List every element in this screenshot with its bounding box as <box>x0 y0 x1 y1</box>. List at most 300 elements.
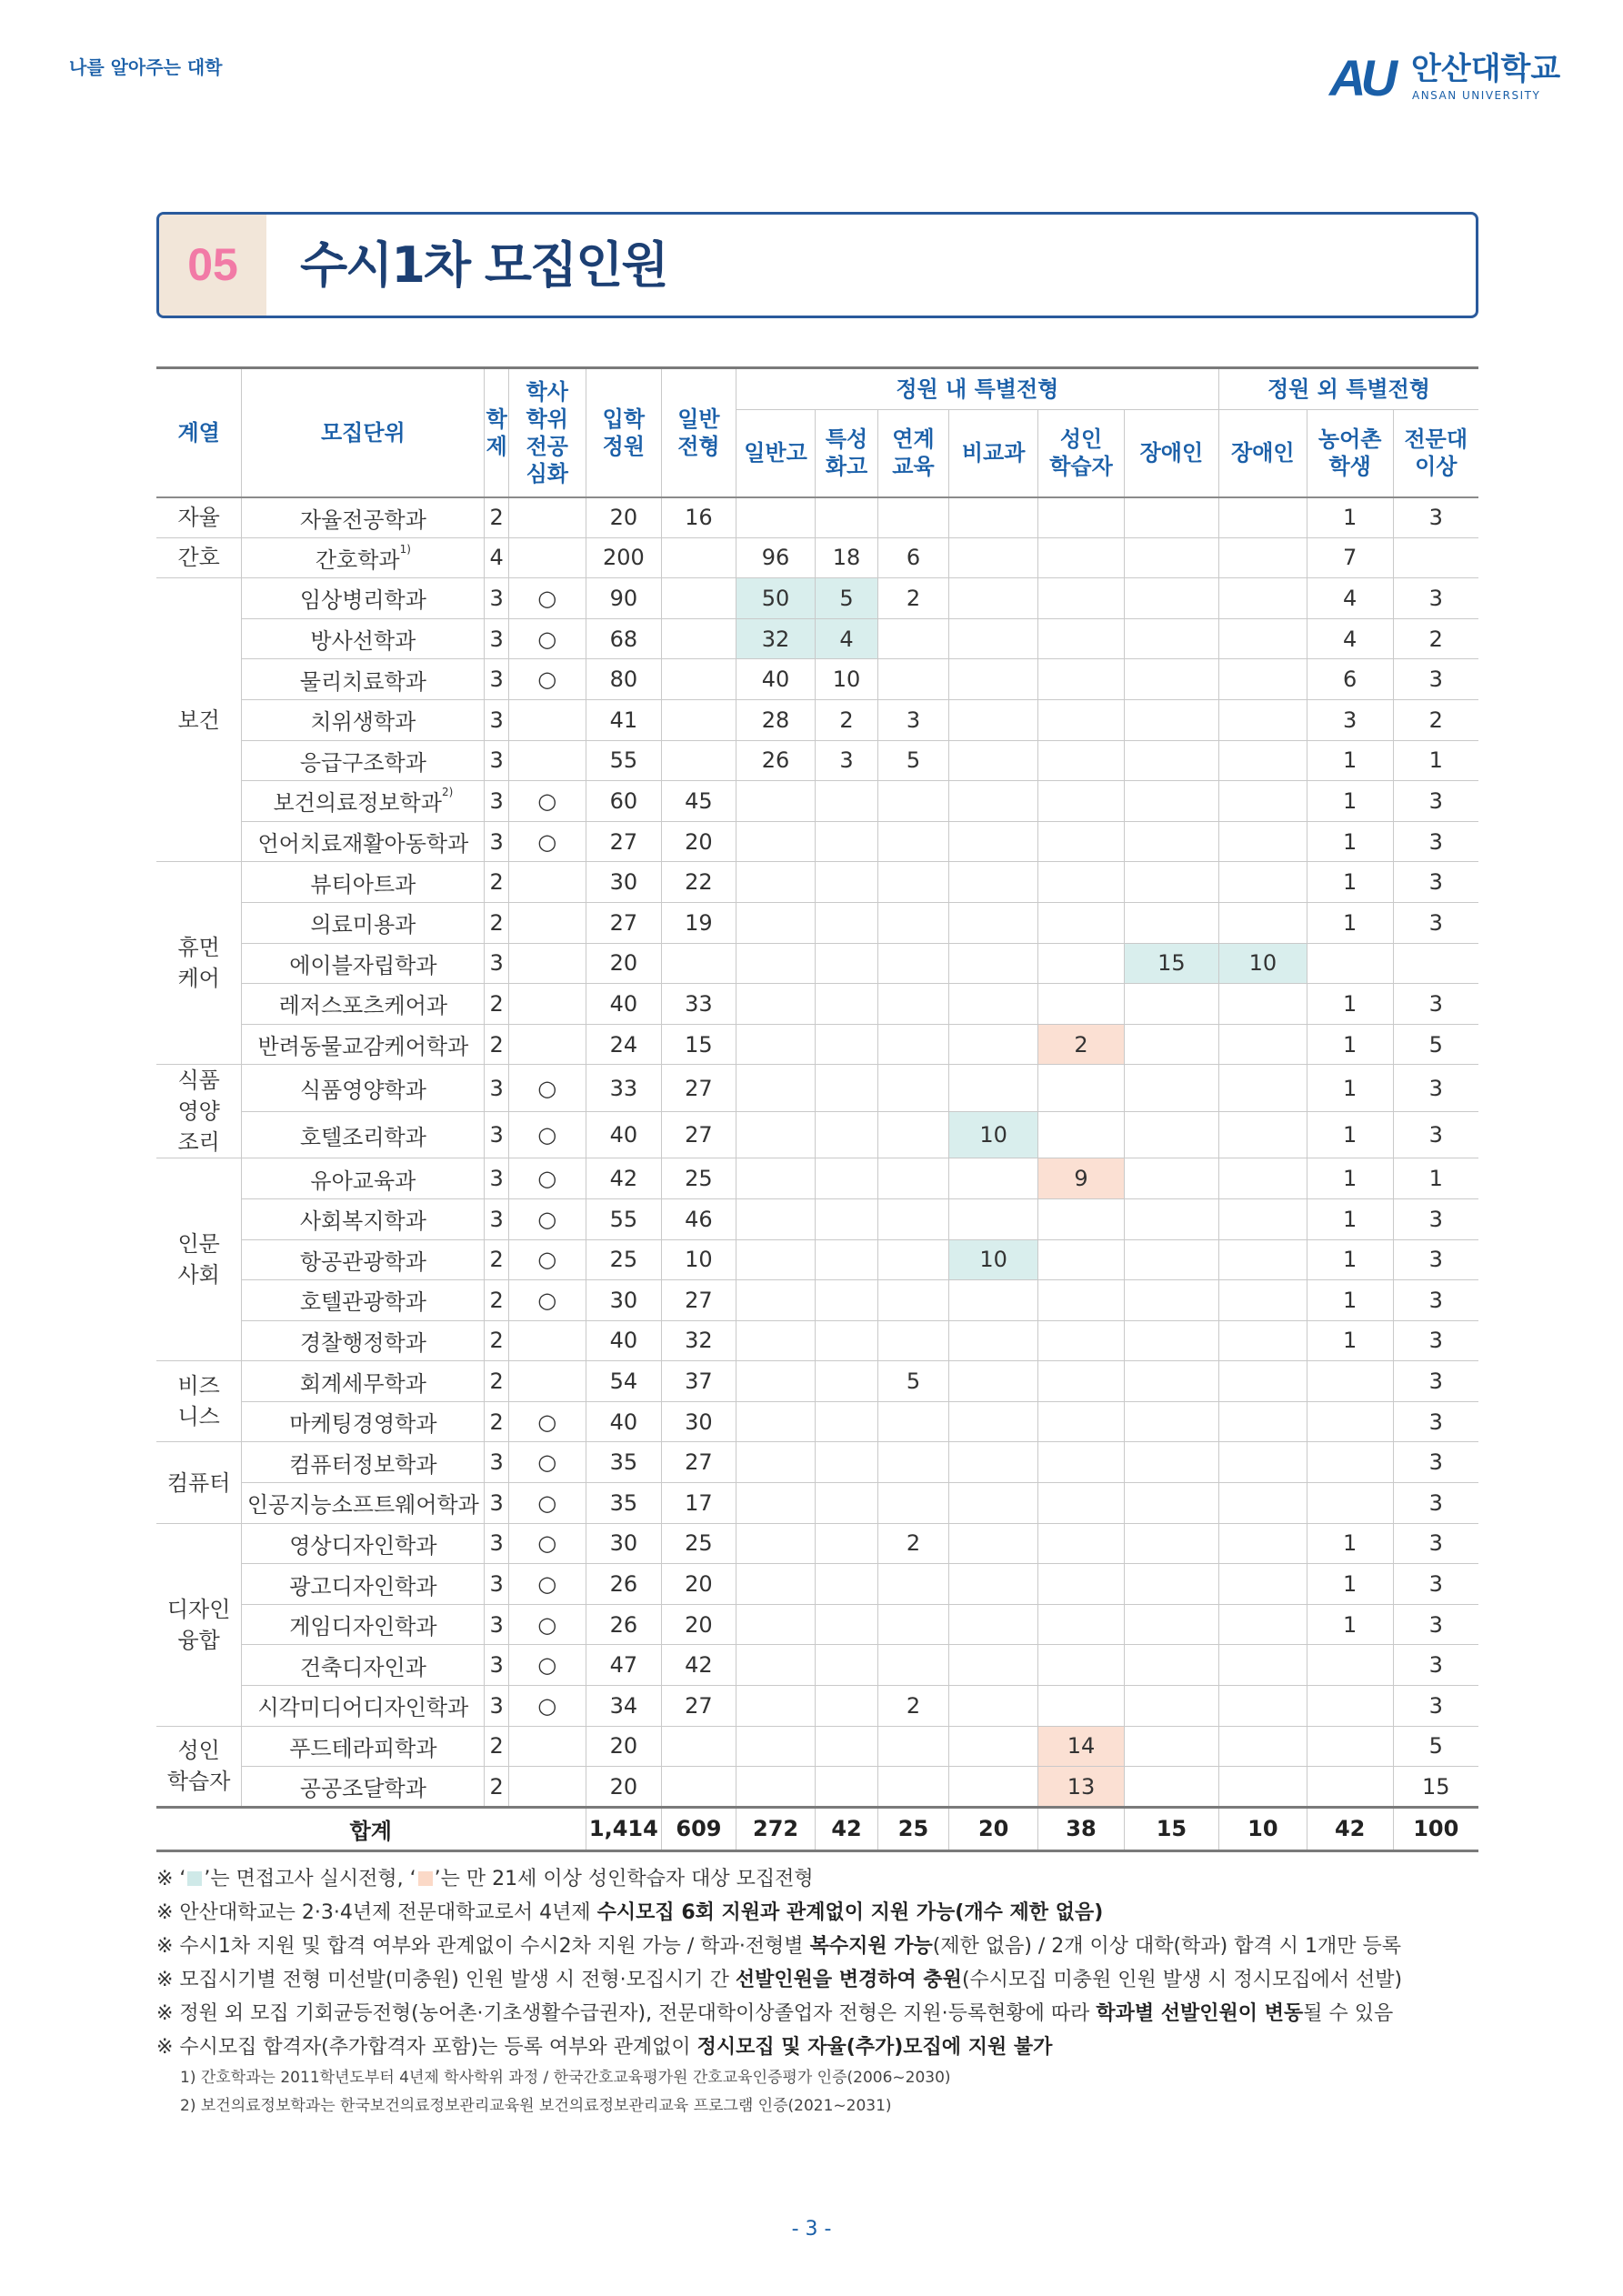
value-cell <box>1038 740 1125 781</box>
value-cell: 28 <box>736 699 816 740</box>
value-cell <box>877 1604 949 1645</box>
value-cell <box>1124 1686 1218 1727</box>
table-row <box>156 497 1478 538</box>
value-cell: 2 <box>485 984 509 1025</box>
value-cell <box>1218 984 1307 1025</box>
value-cell: 2 <box>485 497 509 538</box>
value-cell: ○ <box>508 1686 586 1727</box>
value-cell <box>662 618 736 659</box>
value-cell <box>508 537 586 578</box>
value-cell <box>1038 943 1125 984</box>
table-row <box>156 740 1478 781</box>
value-cell <box>1124 781 1218 822</box>
table-row <box>156 1320 1478 1361</box>
value-cell <box>877 781 949 822</box>
value-cell <box>877 1024 949 1065</box>
value-cell <box>508 1024 586 1065</box>
value-cell <box>816 1523 877 1564</box>
value-cell <box>736 1401 816 1442</box>
logo-korean-name: 안산대학교 <box>1411 51 1561 87</box>
value-cell <box>816 1111 877 1158</box>
value-cell: 15 <box>1393 1767 1478 1808</box>
value-cell: 1 <box>1307 821 1393 862</box>
value-cell: 40 <box>586 1320 662 1361</box>
value-cell: 2 <box>877 578 949 619</box>
value-cell: 3 <box>1307 699 1393 740</box>
value-cell <box>1038 659 1125 700</box>
table-row <box>156 862 1478 903</box>
value-cell <box>1218 497 1307 538</box>
value-cell: 20 <box>586 943 662 984</box>
value-cell: 3 <box>485 1158 509 1199</box>
value-cell: 27 <box>586 902 662 943</box>
value-cell: 4 <box>485 537 509 578</box>
value-cell <box>816 1401 877 1442</box>
value-cell: 3 <box>485 618 509 659</box>
value-cell <box>1307 1645 1393 1686</box>
value-cell <box>1218 862 1307 903</box>
value-cell: 27 <box>662 1111 736 1158</box>
header-sub-col: 장애인 <box>1218 410 1307 497</box>
note-no-regular: ※ 수시모집 합격자(추가합격자 포함)는 등록 여부와 관계없이 정시모집 및 자율(추가)모집에 지원 불가 <box>156 2036 1053 2059</box>
value-cell: 3 <box>485 1686 509 1727</box>
value-cell: 2 <box>485 1280 509 1321</box>
total-value: 609 <box>662 1807 736 1850</box>
value-cell: 1 <box>1307 781 1393 822</box>
value-cell <box>508 943 586 984</box>
value-cell <box>1124 1361 1218 1402</box>
value-cell: 27 <box>662 1686 736 1727</box>
value-cell: 2 <box>485 1726 509 1767</box>
value-cell <box>1038 1401 1125 1442</box>
value-cell: 20 <box>662 1604 736 1645</box>
value-cell <box>816 1065 877 1112</box>
table-row <box>156 781 1478 822</box>
value-cell: 2 <box>877 1686 949 1727</box>
header-years: 학 제 <box>485 368 509 497</box>
value-cell: 2 <box>485 902 509 943</box>
value-cell <box>1218 1320 1307 1361</box>
value-cell: 32 <box>736 618 816 659</box>
value-cell <box>1124 1523 1218 1564</box>
value-cell: 2 <box>1393 618 1478 659</box>
value-cell: 3 <box>1393 1483 1478 1524</box>
value-cell: 60 <box>586 781 662 822</box>
total-value: 38 <box>1038 1807 1125 1850</box>
value-cell: 3 <box>485 1111 509 1158</box>
value-cell <box>1038 1686 1125 1727</box>
value-cell <box>662 537 736 578</box>
value-cell <box>662 943 736 984</box>
value-cell: 13 <box>1038 1767 1125 1808</box>
value-cell <box>736 1239 816 1280</box>
value-cell: 7 <box>1307 537 1393 578</box>
unit-name-cell: 보건의료정보학과$^{2)}$ <box>242 781 485 822</box>
value-cell <box>816 1726 877 1767</box>
value-cell <box>816 1767 877 1808</box>
unit-name-cell: 푸드테라피학과 <box>242 1726 485 1767</box>
value-cell <box>816 821 877 862</box>
value-cell: 20 <box>586 1726 662 1767</box>
value-cell <box>949 1645 1038 1686</box>
value-cell <box>1124 1483 1218 1524</box>
value-cell: 6 <box>877 537 949 578</box>
total-value: 20 <box>949 1807 1038 1850</box>
value-cell <box>736 1065 816 1112</box>
value-cell <box>1307 1726 1393 1767</box>
value-cell <box>1218 1158 1307 1199</box>
value-cell: 22 <box>662 862 736 903</box>
value-cell: 1 <box>1307 862 1393 903</box>
value-cell <box>949 1686 1038 1727</box>
unit-name-cell: 간호학과$^{1)}$ <box>242 537 485 578</box>
value-cell <box>949 781 1038 822</box>
header-unit: 모집단위 <box>242 368 485 497</box>
page-number: - 3 - <box>791 2218 832 2241</box>
value-cell: 30 <box>662 1401 736 1442</box>
value-cell <box>949 902 1038 943</box>
value-cell <box>1124 699 1218 740</box>
value-cell <box>949 699 1038 740</box>
value-cell <box>508 497 586 538</box>
value-cell: 27 <box>662 1442 736 1483</box>
value-cell: 3 <box>485 943 509 984</box>
value-cell <box>816 1604 877 1645</box>
value-cell: 46 <box>662 1198 736 1239</box>
value-cell: 2 <box>485 1024 509 1065</box>
note-out-quota: ※ 정원 외 모집 기회균등전형(농어촌·기초생활수급권자), 전문대학이상졸업자 전형은 지원·등록현황에 따라 학과별 선발인원이 변동될 수 있음 <box>156 2002 1394 2025</box>
value-cell: 3 <box>1393 578 1478 619</box>
value-cell <box>877 1442 949 1483</box>
category-cell: 성인 학습자 <box>156 1726 242 1807</box>
unit-name-cell: 유아교육과 <box>242 1158 485 1199</box>
value-cell <box>736 943 816 984</box>
value-cell <box>736 1320 816 1361</box>
value-cell: ○ <box>508 1198 586 1239</box>
value-cell <box>1218 537 1307 578</box>
value-cell <box>736 862 816 903</box>
value-cell: 3 <box>1393 497 1478 538</box>
category-cell: 비즈 니스 <box>156 1361 242 1442</box>
table-row <box>156 1111 1478 1158</box>
value-cell <box>1124 1111 1218 1158</box>
value-cell: 3 <box>485 1065 509 1112</box>
unit-name-cell: 공공조달학과 <box>242 1767 485 1808</box>
unit-name-cell: 마케팅경영학과 <box>242 1401 485 1442</box>
value-cell: 24 <box>586 1024 662 1065</box>
value-cell <box>1218 1523 1307 1564</box>
note-4year: ※ 안산대학교는 2·3·4년제 전문대학교로서 4년제 수시모집 6회 지원과 관계없이 지원 가능(개수 제한 없음) <box>156 1901 1104 1924</box>
value-cell <box>736 1442 816 1483</box>
value-cell <box>877 902 949 943</box>
value-cell <box>816 984 877 1025</box>
value-cell <box>1124 984 1218 1025</box>
interview-color-square <box>187 1871 202 1886</box>
unit-name-cell: 치위생학과 <box>242 699 485 740</box>
value-cell <box>508 1767 586 1808</box>
value-cell <box>1124 1645 1218 1686</box>
recruitment-table <box>156 366 1478 1852</box>
adult-learner-color-square <box>418 1871 433 1886</box>
table-row <box>156 1726 1478 1767</box>
value-cell <box>662 740 736 781</box>
value-cell <box>816 1320 877 1361</box>
value-cell: 3 <box>485 781 509 822</box>
value-cell: 6 <box>1307 659 1393 700</box>
value-cell <box>736 1024 816 1065</box>
value-cell: 27 <box>662 1065 736 1112</box>
value-cell <box>1038 781 1125 822</box>
header-sub-col: 일반고 <box>736 410 816 497</box>
value-cell: 4 <box>816 618 877 659</box>
value-cell <box>1038 578 1125 619</box>
value-cell: 3 <box>877 699 949 740</box>
unit-name-cell: 컴퓨터정보학과 <box>242 1442 485 1483</box>
value-cell <box>1124 1024 1218 1065</box>
value-cell <box>949 1024 1038 1065</box>
value-cell: 2 <box>877 1523 949 1564</box>
value-cell: 3 <box>1393 1686 1478 1727</box>
value-cell <box>949 659 1038 700</box>
table-row <box>156 1686 1478 1727</box>
value-cell <box>1124 1726 1218 1767</box>
value-cell <box>949 1726 1038 1767</box>
value-cell <box>1038 1604 1125 1645</box>
value-cell <box>1038 1280 1125 1321</box>
value-cell <box>877 1065 949 1112</box>
value-cell <box>1124 1320 1218 1361</box>
value-cell: 3 <box>1393 902 1478 943</box>
value-cell: 3 <box>1393 1280 1478 1321</box>
value-cell: 3 <box>816 740 877 781</box>
value-cell <box>816 1564 877 1605</box>
value-cell <box>1038 862 1125 903</box>
value-cell <box>949 862 1038 903</box>
value-cell <box>662 578 736 619</box>
value-cell <box>1393 537 1478 578</box>
value-cell: ○ <box>508 659 586 700</box>
value-cell: 2 <box>485 1239 509 1280</box>
value-cell <box>736 1645 816 1686</box>
value-cell <box>1218 659 1307 700</box>
value-cell: 40 <box>586 1111 662 1158</box>
value-cell: 1 <box>1307 1198 1393 1239</box>
value-cell: 5 <box>1393 1024 1478 1065</box>
table-row <box>156 578 1478 619</box>
table-row <box>156 1767 1478 1808</box>
value-cell: 20 <box>586 497 662 538</box>
value-cell <box>1124 1442 1218 1483</box>
value-cell <box>877 1483 949 1524</box>
value-cell: 30 <box>586 862 662 903</box>
value-cell <box>1124 1280 1218 1321</box>
value-cell <box>1218 902 1307 943</box>
table-row <box>156 1564 1478 1605</box>
notes-section <box>156 1862 1484 2121</box>
value-cell: ○ <box>508 1401 586 1442</box>
value-cell: 3 <box>1393 659 1478 700</box>
unit-name-cell: 언어치료재활아동학과 <box>242 821 485 862</box>
value-cell <box>508 740 586 781</box>
unit-name-cell: 시각미디어디자인학과 <box>242 1686 485 1727</box>
value-cell <box>736 1483 816 1524</box>
value-cell <box>736 1726 816 1767</box>
value-cell: 25 <box>662 1158 736 1199</box>
value-cell: ○ <box>508 1483 586 1524</box>
value-cell: 3 <box>485 659 509 700</box>
value-cell: 1 <box>1307 1111 1393 1158</box>
value-cell <box>877 618 949 659</box>
value-cell <box>662 699 736 740</box>
value-cell <box>877 821 949 862</box>
value-cell <box>1218 699 1307 740</box>
value-cell: 40 <box>586 984 662 1025</box>
value-cell <box>1218 1483 1307 1524</box>
table-row <box>156 699 1478 740</box>
unit-name-cell: 사회복지학과 <box>242 1198 485 1239</box>
value-cell <box>1038 497 1125 538</box>
table-row <box>156 1604 1478 1645</box>
header-in-quota-group: 정원 내 특별전형 <box>736 368 1218 410</box>
value-cell: 35 <box>586 1483 662 1524</box>
category-cell: 디자인 융합 <box>156 1523 242 1726</box>
value-cell: 3 <box>1393 862 1478 903</box>
value-cell: 3 <box>1393 1401 1478 1442</box>
value-cell <box>1038 902 1125 943</box>
value-cell <box>1218 781 1307 822</box>
table-row <box>156 659 1478 700</box>
value-cell: 20 <box>662 821 736 862</box>
value-cell <box>1218 1645 1307 1686</box>
value-cell: 34 <box>586 1686 662 1727</box>
value-cell <box>1124 862 1218 903</box>
value-cell: 16 <box>662 497 736 538</box>
value-cell <box>949 1767 1038 1808</box>
value-cell <box>736 1604 816 1645</box>
value-cell <box>949 943 1038 984</box>
value-cell: 1 <box>1307 1280 1393 1321</box>
unit-name-cell: 호텔관광학과 <box>242 1280 485 1321</box>
value-cell: 4 <box>1307 618 1393 659</box>
header-sub-col: 비교과 <box>949 410 1038 497</box>
total-value: 42 <box>1307 1807 1393 1850</box>
value-cell: 3 <box>1393 1111 1478 1158</box>
value-cell: 2 <box>485 1401 509 1442</box>
value-cell: 1 <box>1307 902 1393 943</box>
value-cell: 30 <box>586 1523 662 1564</box>
value-cell: ○ <box>508 1442 586 1483</box>
value-cell <box>877 659 949 700</box>
value-cell: 18 <box>816 537 877 578</box>
value-cell <box>816 1024 877 1065</box>
unit-name-cell: 회계세무학과 <box>242 1361 485 1402</box>
value-cell: 50 <box>736 578 816 619</box>
table-row <box>156 1401 1478 1442</box>
table-row <box>156 1198 1478 1239</box>
value-cell <box>736 1361 816 1402</box>
value-cell: 26 <box>586 1604 662 1645</box>
value-cell: 47 <box>586 1645 662 1686</box>
unit-name-cell: 방사선학과 <box>242 618 485 659</box>
value-cell <box>816 1158 877 1199</box>
value-cell <box>816 902 877 943</box>
value-cell <box>877 1158 949 1199</box>
unit-name-cell: 경찰행정학과 <box>242 1320 485 1361</box>
table-row <box>156 618 1478 659</box>
value-cell: 26 <box>736 740 816 781</box>
value-cell: 42 <box>662 1645 736 1686</box>
value-cell <box>1307 1767 1393 1808</box>
value-cell: 45 <box>662 781 736 822</box>
value-cell: 3 <box>485 699 509 740</box>
value-cell: 10 <box>1218 943 1307 984</box>
value-cell: 1 <box>1393 740 1478 781</box>
value-cell: 3 <box>1393 1442 1478 1483</box>
value-cell <box>816 781 877 822</box>
value-cell: 1 <box>1307 1158 1393 1199</box>
value-cell <box>949 1483 1038 1524</box>
value-cell: 3 <box>485 740 509 781</box>
value-cell <box>877 1111 949 1158</box>
value-cell <box>1124 618 1218 659</box>
value-cell: 32 <box>662 1320 736 1361</box>
table-row <box>156 1065 1478 1112</box>
value-cell: 3 <box>1393 1523 1478 1564</box>
header-sub-col: 농어촌 학생 <box>1307 410 1393 497</box>
value-cell: 3 <box>1393 1239 1478 1280</box>
value-cell: 3 <box>485 1564 509 1605</box>
value-cell: 15 <box>1124 943 1218 984</box>
total-value: 272 <box>736 1807 816 1850</box>
value-cell <box>736 821 816 862</box>
value-cell <box>1218 1767 1307 1808</box>
value-cell <box>736 1280 816 1321</box>
value-cell <box>877 497 949 538</box>
value-cell <box>1038 537 1125 578</box>
value-cell <box>877 1767 949 1808</box>
value-cell: 3 <box>485 1645 509 1686</box>
value-cell: 41 <box>586 699 662 740</box>
header-sub-col: 성인 학습자 <box>1038 410 1125 497</box>
value-cell: 33 <box>586 1065 662 1112</box>
value-cell: 19 <box>662 902 736 943</box>
value-cell <box>1038 1645 1125 1686</box>
value-cell <box>1124 1604 1218 1645</box>
value-cell: ○ <box>508 1523 586 1564</box>
unit-name-cell: 임상병리학과 <box>242 578 485 619</box>
category-cell: 자율 <box>156 497 242 538</box>
value-cell: 1 <box>1307 740 1393 781</box>
value-cell <box>949 618 1038 659</box>
value-cell: ○ <box>508 1645 586 1686</box>
value-cell: 1 <box>1307 984 1393 1025</box>
value-cell: 3 <box>485 1604 509 1645</box>
value-cell: 80 <box>586 659 662 700</box>
unit-name-cell: 에이블자립학과 <box>242 943 485 984</box>
value-cell <box>1218 1442 1307 1483</box>
value-cell <box>1038 1320 1125 1361</box>
value-cell: 3 <box>1393 1065 1478 1112</box>
table-row <box>156 1361 1478 1402</box>
value-cell <box>949 1442 1038 1483</box>
value-cell: 26 <box>586 1564 662 1605</box>
value-cell: 5 <box>877 1361 949 1402</box>
value-cell <box>816 497 877 538</box>
unit-name-cell: 항공관광학과 <box>242 1239 485 1280</box>
value-cell <box>1218 578 1307 619</box>
value-cell <box>1307 1442 1393 1483</box>
table-row <box>156 1280 1478 1321</box>
